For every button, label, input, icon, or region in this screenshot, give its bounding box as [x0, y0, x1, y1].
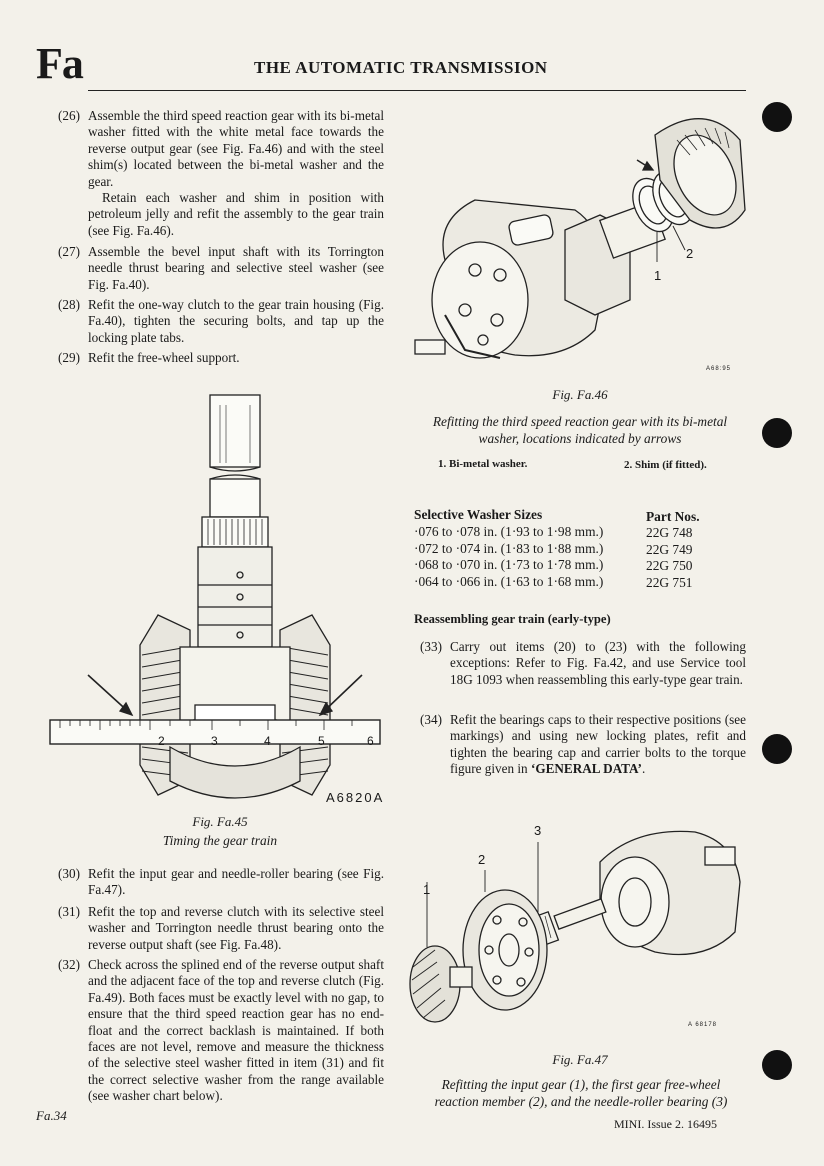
- table-cell-part: 22G 749: [646, 542, 693, 557]
- ruler-number: 2: [158, 734, 165, 748]
- step-text-part: Refit the bearings caps to their respective positions (see markings) and using new locking plates, refit and tighten the bearing cap and carrier bolts to the torque figure given in: [450, 712, 746, 777]
- step-number: (29): [58, 350, 80, 365]
- step-text: Assemble the bevel input shaft with its Torrington needle thrust bearing and selective steel washer (see Fig. Fa.40).: [88, 244, 384, 292]
- figure-caption: Refitting the third speed reaction gear with its bi-metal washer, locations indicated by arrows: [432, 414, 728, 446]
- issue-info: MINI. Issue 2. 16495: [614, 1117, 717, 1131]
- step-number: (33): [420, 639, 442, 654]
- ruler-number: 4: [264, 734, 271, 748]
- step-number: (28): [58, 297, 80, 312]
- step-number: (32): [58, 957, 80, 972]
- step-34: [420, 712, 746, 778]
- callout-1: 1: [423, 882, 431, 897]
- step-31: [58, 904, 384, 953]
- step-text-part: .: [641, 761, 646, 777]
- ruler-number: 6: [367, 734, 374, 748]
- table-header-size: Selective Washer Sizes: [414, 507, 543, 522]
- header-rule: [88, 90, 746, 91]
- step-number: (30): [58, 866, 80, 881]
- table-cell-part: 22G 748: [646, 525, 693, 540]
- callout-2: 2: [478, 852, 486, 867]
- figure-fa46: [405, 100, 755, 375]
- punch-hole: [762, 734, 792, 764]
- ruler-number: 3: [211, 734, 218, 748]
- step-28: [58, 297, 384, 346]
- page-title: THE AUTOMATIC TRANSMISSION: [254, 58, 548, 77]
- page-number: Fa.34: [36, 1108, 67, 1123]
- step-33: [420, 639, 746, 688]
- legend-item: 1. Bi-metal washer.: [438, 458, 528, 470]
- section-badge: Fa: [36, 39, 83, 88]
- figure-caption: Timing the gear train: [162, 833, 278, 848]
- step-number: (34): [420, 712, 442, 727]
- step-number: (27): [58, 244, 80, 259]
- step-text: [450, 712, 746, 778]
- figure-fa45: [40, 385, 400, 810]
- legend-item: 2. Shim (if fitted).: [624, 459, 707, 471]
- step-32: [58, 957, 384, 1105]
- section-heading: Reassembling gear train (early-type): [414, 612, 611, 626]
- callout-3: 3: [534, 823, 542, 838]
- table-cell-part: 22G 751: [646, 575, 693, 590]
- step-text: Check across the splined end of the reverse output shaft and the adjacent face of the top and reverse clutch (Fig. Fa.49). Both faces must be exactly level with no gap, to ensure that the third speed reaction gear has no end-float and the correct backlash is maintained. If both faces are not level, remove and measure the thickness of the selective steel washer fitted in item (31) and fit the correct selective washer from the range available (see washer chart below).: [88, 957, 384, 1104]
- step-subtext: Retain each washer and shim in position with petroleum jelly and refit the assembly to the gear train (see Fig. Fa.46).: [88, 190, 384, 238]
- step-29: [58, 350, 384, 366]
- figure-label: Fig. Fa.47: [552, 1052, 608, 1067]
- step-number: (31): [58, 904, 80, 919]
- step-text: Refit the top and reverse clutch with its selective steel washer and Torrington needle thrust bearing onto the reverse output shaft (see Fig. Fa.48).: [88, 904, 384, 952]
- step-26: [58, 108, 384, 239]
- step-text: Carry out items (20) to (23) with the following exceptions: Refer to Fig. Fa.42, and use Service tool 18G 1093 when reassembling this early-type gear train.: [450, 639, 746, 687]
- callout-2: 2: [686, 246, 694, 261]
- step-number: (26): [58, 108, 80, 123]
- table-header-part: Part Nos.: [646, 509, 700, 524]
- step-30: [58, 866, 384, 899]
- step-text: Refit the input gear and needle-roller bearing (see Fig. Fa.47).: [88, 866, 384, 898]
- figure-code: A 68178: [688, 1022, 718, 1028]
- step-text: Assemble the third speed reaction gear with its bi-metal washer fitted with the white metal face towards the reverse output gear (see Fig. Fa.46) and with the steel shim(s) located between the bi-metal washer and the gear.: [88, 108, 384, 189]
- table-cell-size: ·064 to ·066 in. (1·63 to 1·68 mm.): [414, 574, 604, 589]
- step-27: [58, 244, 384, 293]
- punch-hole: [762, 1050, 792, 1080]
- figure-code: A68:95: [706, 366, 732, 372]
- general-data-ref: ‘GENERAL DATA’: [530, 761, 642, 777]
- callout-1: 1: [654, 268, 662, 283]
- figure-label: Fig. Fa.46: [552, 387, 608, 402]
- table-cell-size: ·068 to ·070 in. (1·73 to 1·78 mm.): [414, 557, 604, 572]
- figure-caption: Refitting the input gear (1), the first gear free-wheel reaction member (2), and the needle-roller bearing (3): [434, 1077, 728, 1109]
- punch-hole: [762, 418, 792, 448]
- ruler-number: 5: [318, 734, 325, 748]
- figure-code: A6820A: [326, 790, 385, 805]
- table-cell-size: ·076 to ·078 in. (1·93 to 1·98 mm.): [414, 524, 604, 539]
- table-cell-part: 22G 750: [646, 558, 693, 573]
- punch-hole: [762, 102, 792, 132]
- step-text: Refit the free-wheel support.: [88, 350, 240, 365]
- step-text: Refit the one-way clutch to the gear train housing (Fig. Fa.40), tighten the securing bolts, and tap up the locking plate tabs.: [88, 297, 384, 345]
- figure-fa47: [405, 822, 755, 1037]
- table-cell-size: ·072 to ·074 in. (1·83 to 1·88 mm.): [414, 541, 604, 556]
- figure-label: Fig. Fa.45: [192, 814, 248, 829]
